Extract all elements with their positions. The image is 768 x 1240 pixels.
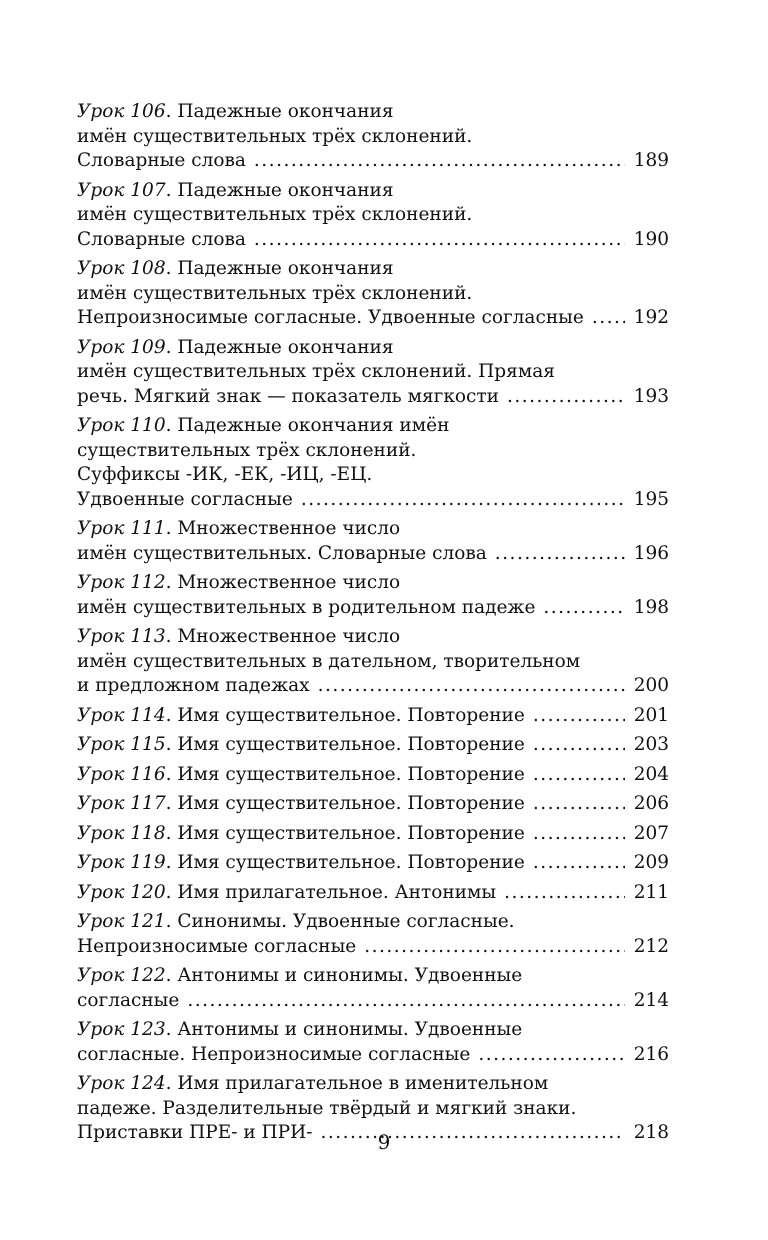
toc-entry-line bbox=[77, 674, 669, 699]
toc-entry-text bbox=[77, 283, 472, 304]
toc-entry-line bbox=[77, 792, 669, 817]
lesson-title-line: Антонимы и синонимы. Удвоенные bbox=[177, 1019, 523, 1040]
lesson-number: Урок 118 bbox=[77, 822, 166, 844]
lesson-number: Урок 124 bbox=[77, 1073, 166, 1094]
lesson-title-line: Множественное число bbox=[177, 572, 401, 593]
toc-entry-line bbox=[77, 910, 669, 935]
toc-entry bbox=[77, 964, 669, 1013]
lesson-number: Урок 122 bbox=[77, 965, 166, 986]
lesson-number: Урок 121 bbox=[77, 911, 166, 932]
toc-entry bbox=[77, 822, 669, 847]
toc-entry bbox=[77, 910, 669, 959]
toc-entry-line bbox=[77, 1043, 669, 1068]
toc-page-number: 203 bbox=[633, 734, 669, 755]
dot-leader bbox=[187, 989, 625, 1014]
lesson-title-line: Приставки ПРЕ- и ПРИ- bbox=[77, 1122, 313, 1143]
lesson-number: Урок 107 bbox=[77, 179, 166, 201]
toc-entry-line bbox=[77, 1018, 669, 1043]
toc-entry-text bbox=[77, 989, 179, 1014]
toc-entry-line bbox=[77, 989, 669, 1014]
toc-entry bbox=[77, 792, 669, 817]
page-number: 9 bbox=[377, 1130, 391, 1154]
dot-leader bbox=[533, 822, 625, 847]
lesson-title-line: имён существительных трёх склонений. Прямая bbox=[77, 361, 555, 382]
toc-entry-text: Урок 116. Имя существительное. Повторение bbox=[77, 763, 525, 785]
lesson-title-line: Имя существительное. Повторение bbox=[177, 822, 525, 844]
toc-entry-line bbox=[77, 763, 669, 788]
lesson-title-line: Синонимы. Удвоенные согласные. bbox=[177, 911, 515, 932]
lesson-title-line: имён существительных трёх склонений. bbox=[77, 282, 473, 304]
toc-entry-line bbox=[77, 571, 669, 596]
lesson-title-line: имён существительных трёх склонений. bbox=[77, 125, 473, 147]
lesson-number: Урок 120 bbox=[77, 881, 166, 903]
dot-leader bbox=[543, 596, 625, 621]
toc-entry-line bbox=[77, 488, 669, 513]
toc-entry-line bbox=[77, 463, 669, 488]
toc-entry bbox=[77, 881, 669, 906]
lesson-title-line: Падежные окончания bbox=[177, 179, 394, 201]
toc-entry-line bbox=[77, 203, 669, 228]
dot-leader bbox=[301, 488, 625, 513]
lesson-title-line: имён существительных в родительном падеже bbox=[77, 596, 536, 618]
toc-entry-line bbox=[77, 596, 669, 621]
toc-entry bbox=[77, 851, 669, 876]
toc-entry-text bbox=[77, 1043, 470, 1068]
toc-entry-text bbox=[77, 1098, 576, 1119]
toc-page-number: 193 bbox=[633, 385, 669, 407]
toc-entry-line bbox=[77, 704, 669, 729]
dot-leader bbox=[507, 385, 625, 410]
lesson-number: Урок 119 bbox=[77, 852, 166, 873]
toc-entry-line bbox=[77, 1072, 669, 1097]
toc-entry bbox=[77, 179, 669, 253]
toc-entry-text: Урок 124. Имя прилагательное в именительном bbox=[77, 1073, 549, 1094]
toc-entry-text bbox=[77, 596, 535, 621]
toc-entry bbox=[77, 571, 669, 620]
toc-entry-text bbox=[77, 542, 487, 567]
dot-leader bbox=[364, 935, 625, 960]
lesson-title-line: Имя прилагательное. Антонимы bbox=[177, 881, 497, 903]
lesson-title-line: Словарные слова bbox=[77, 150, 246, 171]
toc-entry-text: Урок 118. Имя существительное. Повторение bbox=[77, 822, 525, 844]
toc-page-number: 200 bbox=[633, 675, 669, 696]
dot-leader bbox=[533, 792, 625, 817]
toc-entry-text bbox=[77, 306, 584, 331]
toc-entry-text bbox=[77, 126, 472, 147]
lesson-title-line: Антонимы и синонимы. Удвоенные bbox=[177, 965, 523, 986]
toc-entry bbox=[77, 257, 669, 331]
lesson-title-line: Имя существительное. Повторение bbox=[177, 734, 525, 755]
toc-entry-line bbox=[77, 1097, 669, 1122]
toc-entry-line bbox=[77, 179, 669, 204]
toc-entry-text bbox=[77, 464, 372, 485]
toc-page-number: 196 bbox=[633, 542, 669, 564]
lesson-number: Урок 111 bbox=[77, 518, 166, 539]
lesson-title-line: Падежные окончания имён bbox=[177, 415, 450, 436]
toc-entry bbox=[77, 336, 669, 410]
lesson-number: Урок 112 bbox=[77, 572, 166, 593]
toc-entry-line bbox=[77, 733, 669, 758]
lesson-title-line: Имя существительное. Повторение bbox=[177, 793, 525, 814]
toc-page-number: 198 bbox=[633, 596, 669, 618]
toc-entry-text: Урок 109. Падежные окончания bbox=[77, 336, 394, 358]
toc-entry-line bbox=[77, 439, 669, 464]
dot-leader bbox=[495, 542, 625, 567]
toc-entry-text bbox=[77, 488, 293, 513]
toc-entry bbox=[77, 517, 669, 566]
toc-entry-text: Урок 107. Падежные окончания bbox=[77, 179, 394, 201]
toc-entry-text: Урок 113. Множественное число bbox=[77, 626, 401, 647]
lesson-title-line: существительных трёх склонений. bbox=[77, 439, 417, 461]
toc-entry-line bbox=[77, 360, 669, 385]
toc-page-number: 212 bbox=[633, 935, 669, 957]
toc-entry-text: Урок 110. Падежные окончания имён bbox=[77, 415, 450, 436]
toc-entry-line bbox=[77, 625, 669, 650]
toc-page-number: 195 bbox=[633, 488, 669, 510]
toc-entry-line bbox=[77, 542, 669, 567]
toc-page-number: 201 bbox=[633, 704, 669, 726]
lesson-number: Урок 110 bbox=[77, 415, 166, 436]
lesson-title-line: Словарные слова bbox=[77, 228, 246, 250]
toc-entry-text bbox=[77, 361, 555, 382]
toc-entry-line bbox=[77, 228, 669, 253]
toc-page-number: 216 bbox=[633, 1043, 669, 1065]
toc-entry-text bbox=[77, 440, 416, 461]
dot-leader bbox=[318, 674, 625, 699]
toc-entry-line bbox=[77, 517, 669, 542]
toc-entry bbox=[77, 704, 669, 729]
toc-entry-line bbox=[77, 935, 669, 960]
toc-entry-text: Урок 106. Падежные окончания bbox=[77, 101, 394, 122]
toc-entry-text: Урок 115. Имя существительное. Повторение bbox=[77, 734, 525, 755]
lesson-title-line: Имя существительное. Повторение bbox=[177, 763, 525, 785]
lesson-title-line: и предложном падежах bbox=[77, 675, 310, 696]
toc-entry-line bbox=[77, 964, 669, 989]
lesson-number: Урок 108 bbox=[77, 258, 166, 279]
dot-leader bbox=[592, 306, 625, 331]
toc-entry-text bbox=[77, 149, 246, 174]
toc-entry bbox=[77, 733, 669, 758]
dot-leader bbox=[478, 1043, 625, 1068]
lesson-number: Урок 117 bbox=[77, 793, 166, 814]
toc-entry-line bbox=[77, 414, 669, 439]
dot-leader bbox=[533, 763, 625, 788]
toc-entry-text bbox=[77, 935, 356, 960]
lesson-title-line: падеже. Разделительные твёрдый и мягкий знаки. bbox=[77, 1097, 577, 1119]
lesson-title-line: согласные. Непроизносимые согласные bbox=[77, 1043, 471, 1065]
dot-leader bbox=[533, 851, 625, 876]
toc-entry-line bbox=[77, 385, 669, 410]
toc-entry-text: Урок 108. Падежные окончания bbox=[77, 258, 394, 279]
lesson-title-line: Имя прилагательное в именительном bbox=[177, 1073, 549, 1094]
toc-entry bbox=[77, 625, 669, 699]
toc-entry-text: Урок 119. Имя существительное. Повторение bbox=[77, 852, 525, 873]
lesson-title-line: Имя существительное. Повторение bbox=[177, 852, 525, 873]
dot-leader bbox=[533, 704, 625, 729]
lesson-title-line: имён существительных трёх склонений. bbox=[77, 204, 473, 225]
dot-leader bbox=[254, 149, 625, 174]
lesson-number: Урок 115 bbox=[77, 734, 166, 755]
toc-page-number: 189 bbox=[633, 150, 669, 171]
toc-entry-text: Урок 117. Имя существительное. Повторение bbox=[77, 793, 525, 814]
toc-entry-line bbox=[77, 257, 669, 282]
lesson-title-line: Множественное число bbox=[177, 518, 401, 539]
lesson-title-line: Суффиксы -ИК, -ЕК, -ИЦ, -ЕЦ. bbox=[77, 464, 373, 485]
toc-page-number: 207 bbox=[633, 822, 669, 844]
toc-entry-line bbox=[77, 282, 669, 307]
toc-entry-text: Урок 112. Множественное число bbox=[77, 572, 401, 593]
lesson-number: Урок 113 bbox=[77, 626, 166, 647]
toc-page-number: 218 bbox=[633, 1122, 669, 1143]
toc-entry-text: Урок 121. Синонимы. Удвоенные согласные. bbox=[77, 911, 515, 932]
lesson-number: Урок 123 bbox=[77, 1019, 166, 1040]
toc-entry bbox=[77, 1018, 669, 1067]
toc-entry-text bbox=[77, 674, 310, 699]
dot-leader bbox=[504, 881, 625, 906]
lesson-title-line: Падежные окончания bbox=[177, 336, 394, 358]
toc-entry-line bbox=[77, 125, 669, 150]
toc-entry-text: Урок 123. Антонимы и синонимы. Удвоенные bbox=[77, 1019, 523, 1040]
lesson-title-line: Непроизносимые согласные. Удвоенные согласные bbox=[77, 307, 584, 328]
toc-entry-line bbox=[77, 822, 669, 847]
toc-page-number: 209 bbox=[633, 852, 669, 873]
toc-entry-line bbox=[77, 336, 669, 361]
toc-entry bbox=[77, 414, 669, 512]
toc-entry-text: Урок 114. Имя существительное. Повторение bbox=[77, 704, 525, 726]
lesson-title-line: Падежные окончания bbox=[177, 258, 394, 279]
lesson-number: Урок 109 bbox=[77, 336, 166, 358]
lesson-title-line: Падежные окончания bbox=[177, 101, 394, 122]
toc-entry-text bbox=[77, 204, 472, 225]
toc-entry-line bbox=[77, 650, 669, 675]
lesson-title-line: Имя существительное. Повторение bbox=[177, 704, 525, 726]
toc-page-number: 214 bbox=[633, 989, 669, 1011]
lesson-title-line: Непроизносимые согласные bbox=[77, 935, 357, 957]
toc-entry bbox=[77, 763, 669, 788]
lesson-title-line: Множественное число bbox=[177, 626, 401, 647]
toc-entry-text: Урок 122. Антонимы и синонимы. Удвоенные bbox=[77, 965, 523, 986]
lesson-number: Урок 114 bbox=[77, 704, 166, 726]
lesson-title-line: речь. Мягкий знак — показатель мягкости bbox=[77, 385, 499, 407]
lesson-title-line: согласные bbox=[77, 989, 180, 1011]
toc-entry-line bbox=[77, 100, 669, 125]
toc-page-number: 206 bbox=[633, 793, 669, 814]
lesson-title-line: имён существительных в дательном, творительном bbox=[77, 650, 581, 672]
lesson-title-line: Удвоенные согласные bbox=[77, 488, 293, 510]
dot-leader bbox=[254, 228, 625, 253]
toc-entry-text bbox=[77, 385, 499, 410]
toc-entry bbox=[77, 100, 669, 174]
toc-page-number: 211 bbox=[633, 881, 669, 903]
toc-entry-text: Урок 111. Множественное число bbox=[77, 518, 401, 539]
dot-leader bbox=[533, 733, 625, 758]
toc-entry-text bbox=[77, 228, 246, 253]
toc-page-number: 204 bbox=[633, 763, 669, 785]
table-of-contents bbox=[77, 100, 669, 1151]
toc-page-number: 192 bbox=[633, 307, 669, 328]
toc-page-number: 190 bbox=[633, 228, 669, 250]
lesson-number: Урок 106 bbox=[77, 101, 166, 122]
toc-entry-text bbox=[77, 651, 580, 672]
toc-entry-line bbox=[77, 881, 669, 906]
toc-entry-line bbox=[77, 851, 669, 876]
lesson-number: Урок 116 bbox=[77, 763, 166, 785]
lesson-title-line: имён существительных. Словарные слова bbox=[77, 542, 487, 564]
toc-entry-line bbox=[77, 306, 669, 331]
toc-entry-line bbox=[77, 149, 669, 174]
toc-entry-text: Урок 120. Имя прилагательное. Антонимы bbox=[77, 881, 497, 903]
